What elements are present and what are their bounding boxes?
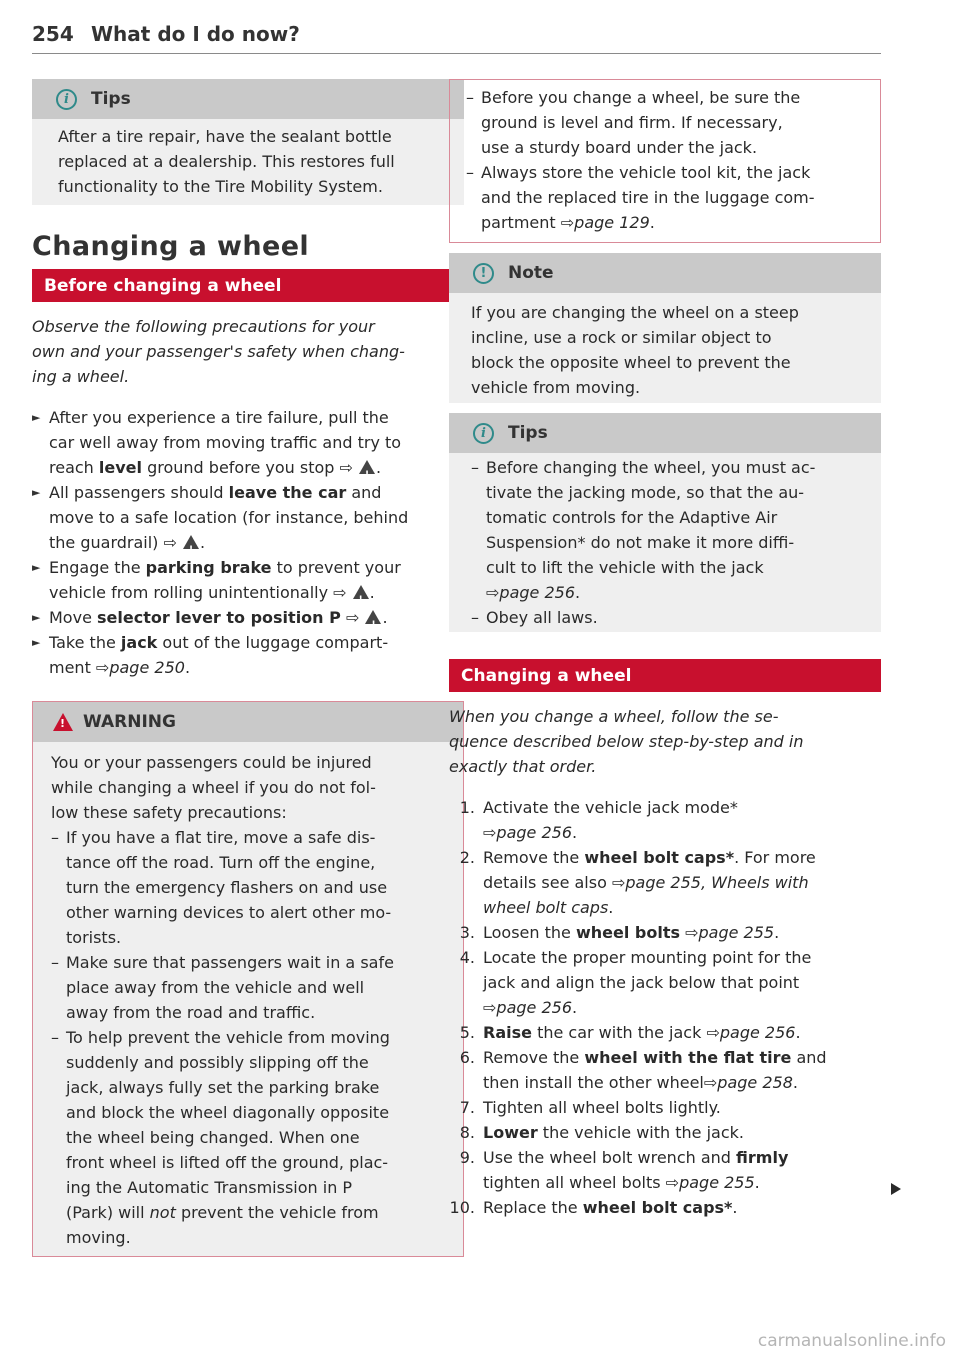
- left-column: [32, 79, 464, 1257]
- warning-triangle-icon: [53, 713, 73, 731]
- page-reference-link[interactable]: page 258: [717, 1073, 793, 1092]
- page-reference-link[interactable]: page 255: [698, 923, 775, 942]
- page-reference-link[interactable]: page 256: [496, 998, 572, 1017]
- tips-heading: Tips: [91, 89, 131, 109]
- list-item: – Obey all laws.: [471, 605, 863, 630]
- step-item: 2. Remove the wheel bolt caps*. For more details see also ⇨page 255, Wheels with wheel bolt caps.: [459, 848, 816, 917]
- note-header: [449, 253, 881, 293]
- note-heading: Note: [508, 263, 554, 283]
- tips-heading: Tips: [508, 423, 548, 443]
- continue-arrow-icon: [891, 1183, 901, 1195]
- step-item: 7. Tighten all wheel bolts lightly.: [459, 1098, 721, 1117]
- step-item: 1. Activate the vehicle jack mode* ⇨page 256.: [459, 798, 738, 842]
- list-item: ► All passengers should leave the car and move to a safe location (for instance, behind the guardrail) ⇨ !.: [32, 480, 464, 555]
- warning-list: [51, 825, 445, 1250]
- tips-line: functionality to the Tire Mobility System.: [58, 177, 383, 196]
- chapter-title: What do I do now?: [91, 22, 300, 46]
- step-item: 4. Locate the proper mounting point for the jack and align the jack below that point ⇨page 256.: [459, 948, 812, 1017]
- note-body: If you are changing the wheel on a steep incline, use a rock or similar object to block the opposite wheel to prevent the vehicle from moving.: [471, 303, 799, 397]
- page-number: 254: [32, 22, 74, 46]
- list-item: – Before changing the wheel, you must ac- tivate the jacking mode, so that the au- tomatic controls for the Adaptive Air Suspension* do not make it more diffi- cult to lift the vehicle with the jack ⇨page 256.: [471, 455, 863, 605]
- list-item: – Make sure that passengers wait in a safe place away from the vehicle and well away from the road and traffic.: [51, 950, 445, 1025]
- tips-box-1: [32, 79, 464, 205]
- step-item: 5. Raise the car with the jack ⇨page 256.: [459, 1023, 801, 1042]
- page-reference-link[interactable]: page 255: [679, 1173, 755, 1192]
- step-item: 10. Replace the wheel bolt caps*.: [449, 1198, 738, 1217]
- right-column: [449, 79, 881, 1220]
- warning-box: [32, 701, 464, 1257]
- intro-line: Observe the following precautions for your: [32, 317, 375, 336]
- warning-icon: [353, 585, 369, 599]
- list-item: ► Engage the parking brake to prevent your vehicle from rolling unintentionally ⇨ !.: [32, 555, 464, 605]
- warning-icon: [365, 610, 381, 624]
- intro-line: ing a wheel.: [32, 367, 130, 386]
- steps-list: [449, 795, 881, 1220]
- list-item: – Always store the vehicle tool kit, the jack and the replaced tire in the luggage com- partment ⇨page 129.: [466, 160, 866, 235]
- before-banner: Before changing a wheel: [32, 269, 464, 302]
- warning-icon: [183, 535, 199, 549]
- list-item: – Before you change a wheel, be sure the ground is level and firm. If necessary, use a sturdy board under the jack.: [466, 85, 866, 160]
- list-item: ► Move selector lever to position P ⇨ !.: [32, 605, 464, 630]
- tips-header: [449, 413, 881, 453]
- page-reference-link[interactable]: page 256: [719, 1023, 796, 1042]
- page-reference-link[interactable]: page 255, Wheels with: [625, 873, 809, 892]
- step-item: 9. Use the wheel bolt wrench and firmly tighten all wheel bolts ⇨page 255.: [459, 1148, 789, 1192]
- warning-body: You or your passengers could be injured while changing a wheel if you do not fol- low these safety precautions: – If you have a flat tire, move a safe dis- tance off the road. Turn off the engine, turn the emergency flashers on and use other warning devices to alert other mo- torists. – Make sure that passengers wait in a safe place away from the vehicle and well away from the road and traffic. – To help prevent the vehicle from moving suddenly and possibly slipping off the jack, always fully set the parking brake and block the wheel diagonally opposite the wheel being changed. When one front wheel is lifted off the ground, plac- ing the Automatic Transmission in P (Park) will not prevent the vehicle from moving.: [33, 742, 463, 1256]
- tips-line: After a tire repair, have the sealant bottle: [58, 127, 392, 146]
- precaution-list: [32, 405, 464, 680]
- section-title: Changing a wheel: [32, 231, 310, 262]
- warning-header: [33, 702, 463, 742]
- caution-continuation-box: [449, 79, 881, 243]
- info-icon: i: [473, 423, 494, 444]
- warning-icon: [359, 460, 375, 474]
- exclamation-icon: !: [473, 263, 494, 284]
- tips-body: [32, 119, 464, 205]
- before-intro: [32, 314, 464, 389]
- intro-line: own and your passenger's safety when chang-: [32, 342, 405, 361]
- page-reference-link[interactable]: page 256: [496, 823, 572, 842]
- changing-banner: Changing a wheel: [449, 659, 881, 692]
- tips-header: [32, 79, 464, 119]
- page-reference-link[interactable]: page 250: [109, 658, 185, 677]
- changing-intro: When you change a wheel, follow the se- quence described below step-by-step and in exactly that order.: [449, 707, 804, 776]
- page-reference-link[interactable]: page 129: [574, 213, 650, 232]
- page-reference-link[interactable]: page 256: [499, 583, 575, 602]
- watermark: carmanualsonline.info: [757, 1331, 946, 1351]
- tips-line: replaced at a dealership. This restores full: [58, 152, 395, 171]
- note-box: [449, 253, 881, 403]
- step-item: 3. Loosen the wheel bolts ⇨page 255.: [459, 923, 780, 942]
- list-item: ► Take the jack out of the luggage compart- ment ⇨page 250.: [32, 630, 464, 680]
- step-item: 6. Remove the wheel with the flat tire and then install the other wheel⇨page 258.: [459, 1048, 827, 1092]
- page-header: [32, 20, 881, 54]
- list-item: – To help prevent the vehicle from moving suddenly and possibly slipping off the jack, always fully set the parking brake and block the wheel diagonally opposite the wheel being changed. When one front wheel is lifted off the ground, plac- ing the Automatic Transmission in P (Park) will not prevent the vehicle from moving.: [51, 1025, 445, 1250]
- list-item: ► After you experience a tire failure, pull the car well away from moving traffic and try to reach level ground before you stop ⇨ !.: [32, 405, 464, 480]
- tips-box-2: [449, 413, 881, 632]
- caution-list: [466, 85, 866, 235]
- tips-body: [449, 453, 881, 632]
- warning-heading: WARNING: [83, 712, 176, 732]
- info-icon: i: [56, 89, 77, 110]
- step-item: 8. Lower the vehicle with the jack.: [459, 1123, 744, 1142]
- list-item: – If you have a flat tire, move a safe dis- tance off the road. Turn off the engine, turn the emergency flashers on and use other warning devices to alert other mo- torists.: [51, 825, 445, 950]
- tips-list: [471, 455, 863, 630]
